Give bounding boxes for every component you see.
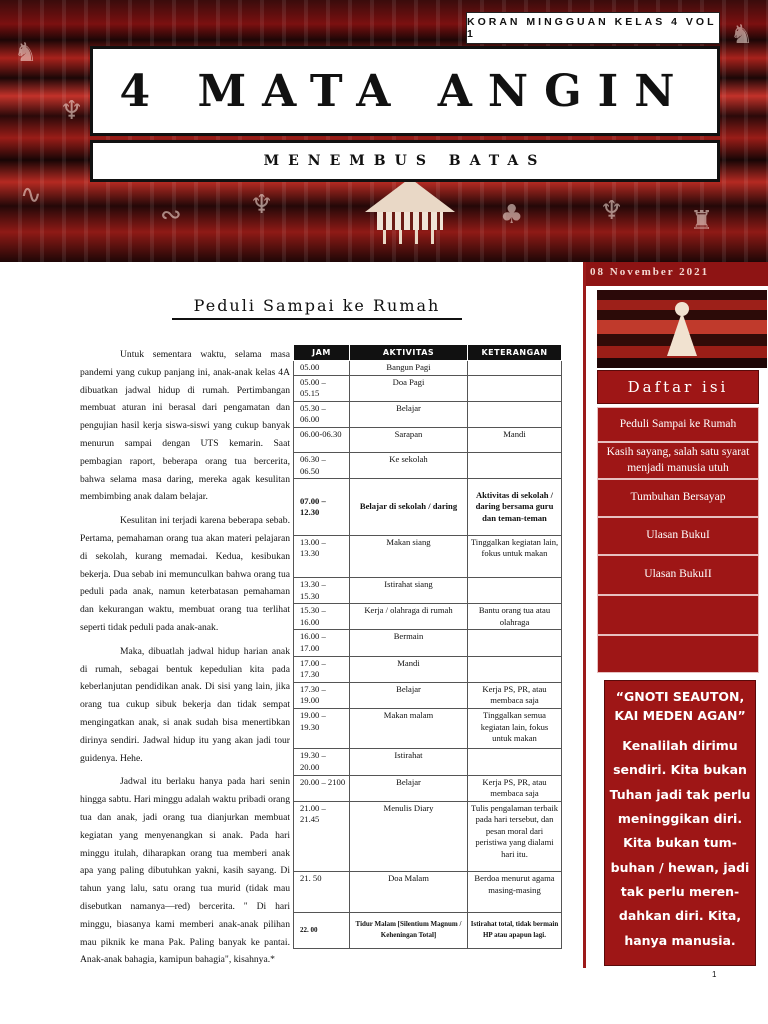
table-row bbox=[294, 749, 562, 775]
rooster-motif-icon: ♜ bbox=[690, 206, 714, 236]
schedule-note bbox=[468, 453, 562, 479]
schedule-note: Aktivitas di sekolah / daring bersama guru dan teman-teman bbox=[468, 479, 562, 535]
toc-item[interactable]: Peduli Sampai ke Rumah bbox=[597, 407, 759, 442]
horse-motif-icon: ♞ bbox=[730, 20, 754, 50]
schedule-activity: Bermain bbox=[350, 630, 468, 656]
figure-motif-icon: ♆ bbox=[60, 96, 84, 126]
toc-item[interactable]: Tumbuhan Bersayap bbox=[597, 479, 759, 517]
quote-title: “GNOTI SEAUTON, KAI MEDEN AGAN” bbox=[614, 689, 746, 724]
article-paragraph: Jadwal itu berlaku hanya pada hari senin hingga sabtu. Hari minggu adalah waktu pribadi orang tua dan anak, jadi orang tua dianjurkan membuat kegiatan yang menyenangkan si anak. Pada hari minggu itulah, diharapkan orang tua memberi anak apa yang paling dibutuhkan yakni, kasih sayang. Di tahun yang lalu, satu orang tua murid (tidak mau disebutkan namanya—red) bercerita. " Di hari minggu, biasanya kami memberi anak-anak pilihan mau piknik ke mana Pak. Paling banyak ke pantai. Anak-anak bahagia, kamipun bahagia", kisahnya.* bbox=[80, 776, 290, 966]
article-paragraph: Kesulitan ini terjadi karena beberapa sebab. Pertama, pemahaman orang tua akan materi pelajaran di sekolah, kurang memadai. Kedua, kesibukan bekerja. Dua sebab ini memunculkan bahwa orang tua peduli pada anak, namun keterbatasan pemahaman dan kekurangan waktu, membuat orang tua terlihat seperti tidak peduli pada anak-anak. bbox=[80, 515, 290, 633]
schedule-note bbox=[468, 361, 562, 376]
schedule-note bbox=[468, 578, 562, 604]
column-header: AKTIVITAS bbox=[350, 345, 468, 361]
schedule-activity: Istirahat bbox=[350, 749, 468, 775]
schedule-time: 22. 00 bbox=[294, 912, 350, 948]
toc-header: Daftar isi bbox=[597, 370, 759, 404]
schedule-note: Tulis pengalaman terbaik pada hari tersebut, dan pesan moral dari peristiwa yang dialami hari itu. bbox=[468, 801, 562, 872]
table-row bbox=[294, 801, 562, 872]
schedule-activity: Sarapan bbox=[350, 427, 468, 452]
table-header-row bbox=[294, 345, 562, 361]
sidebar-divider bbox=[583, 262, 586, 968]
table-row bbox=[294, 775, 562, 801]
quote-body: Kenalilah dirimu sendiri. Kita bukan Tuhan jadi tak perlu meninggikan diri. Kita bukan tum-buhan / hewan, jadi tak perlu meren-dahkan diri. Kita, hanya manusia. bbox=[609, 737, 751, 948]
schedule-time: 13.30 – 15.30 bbox=[294, 578, 350, 604]
schedule-time: 19.00 – 19.30 bbox=[294, 709, 350, 749]
toc-item[interactable]: Ulasan BukuII bbox=[597, 555, 759, 595]
toc-item bbox=[597, 595, 759, 635]
schedule-activity: Belajar bbox=[350, 775, 468, 801]
schedule-activity: Doa Malam bbox=[350, 872, 468, 912]
masthead-banner bbox=[0, 0, 768, 262]
schedule-activity: Ke sekolah bbox=[350, 453, 468, 479]
schedule-note: Bantu orang tua atau olahraga bbox=[468, 604, 562, 630]
table-row bbox=[294, 604, 562, 630]
schedule-note: Tinggalkan semua kegiatan lain, fokus untuk makan bbox=[468, 709, 562, 749]
schedule-note: Berdoa menurut agama masing-masing bbox=[468, 872, 562, 912]
schedule-time: 13.00 – 13.30 bbox=[294, 535, 350, 577]
schedule-activity: Tidur Malam [Silentium Magnum / Keheningan Total] bbox=[350, 912, 468, 948]
schedule-activity: Kerja / olahraga di rumah bbox=[350, 604, 468, 630]
schedule-note bbox=[468, 630, 562, 656]
schedule-note bbox=[468, 656, 562, 682]
column-header: JAM bbox=[294, 345, 350, 361]
schedule-time: 17.00 – 17.30 bbox=[294, 656, 350, 682]
schedule-note: Mandi bbox=[468, 427, 562, 452]
schedule-time: 05.30 – 06.00 bbox=[294, 401, 350, 427]
table-row bbox=[294, 401, 562, 427]
table-row bbox=[294, 872, 562, 912]
schedule-activity: Mandi bbox=[350, 656, 468, 682]
table-row bbox=[294, 479, 562, 535]
schedule-note bbox=[468, 749, 562, 775]
horse-motif-icon: ♞ bbox=[14, 38, 38, 68]
schedule-activity: Makan siang bbox=[350, 535, 468, 577]
dragon-motif-icon: ∾ bbox=[160, 200, 182, 230]
traditional-house-icon bbox=[365, 178, 455, 244]
figure-motif-icon: ♆ bbox=[250, 190, 274, 220]
schedule-activity: Belajar bbox=[350, 401, 468, 427]
textile-image bbox=[597, 290, 767, 368]
issue-label: KORAN MINGGUAN KELAS 4 VOL 1 bbox=[466, 12, 720, 44]
table-row bbox=[294, 656, 562, 682]
table-row bbox=[294, 682, 562, 708]
schedule-note: Kerja PS, PR, atau membaca saja bbox=[468, 682, 562, 708]
schedule-time: 21. 50 bbox=[294, 872, 350, 912]
bird-motif-icon: ♣ bbox=[500, 200, 524, 230]
daily-schedule-table bbox=[293, 344, 562, 949]
article-body bbox=[80, 346, 290, 975]
table-row bbox=[294, 630, 562, 656]
quote-box bbox=[604, 680, 756, 966]
schedule-note bbox=[468, 375, 562, 401]
table-row bbox=[294, 912, 562, 948]
table-row bbox=[294, 578, 562, 604]
table-row bbox=[294, 427, 562, 452]
toc-item[interactable]: Ulasan BukuI bbox=[597, 517, 759, 555]
toc-item[interactable]: Kasih sayang, salah satu syarat menjadi manusia utuh bbox=[597, 442, 759, 479]
figure-motif-icon: ♆ bbox=[600, 196, 624, 226]
article-title: Peduli Sampai ke Rumah bbox=[172, 296, 462, 320]
schedule-time: 17.30 – 19.00 bbox=[294, 682, 350, 708]
schedule-activity: Makan malam bbox=[350, 709, 468, 749]
schedule-time: 06.30 – 06.50 bbox=[294, 453, 350, 479]
article-paragraph: Untuk sementara waktu, selama masa pandemi yang cukup panjang ini, anak-anak kelas 4A dibuatkan jadwal hidup di rumah. Pertimbangan membuat aturan ini berasal dari pengamatan dan pengujian hasil kerja siswa-siswi yang cukup banyak menurun sampai dengan UTS kemarin. Saat pembagian raport, beberapa orang tua bercerita, bahwa selama masa daring, mereka agak kesulitan membimbing anak dalam belajar. bbox=[80, 349, 290, 503]
schedule-time: 07.00 – 12.30 bbox=[294, 479, 350, 535]
article-paragraph: Maka, dibuatlah jadwal hidup harian anak di rumah, sebagai bentuk kepedulian kita pada keberlanjutan pendidikan anak. Di sisi yang lain, jika orang tua cukup sibuk bekerja dan tidak sempat mengingatkan anak, si anak sudah bisa menertibkan dirinya sendiri. Jadwal hidup itu yang akan jadi tour guidenya. Hehe. bbox=[80, 645, 290, 764]
schedule-time: 21.00 – 21.45 bbox=[294, 801, 350, 872]
schedule-note: Tinggalkan kegiatan lain, fokus untuk makan bbox=[468, 535, 562, 577]
schedule-note bbox=[468, 401, 562, 427]
table-of-contents bbox=[597, 407, 759, 673]
table-row bbox=[294, 535, 562, 577]
toc-item bbox=[597, 635, 759, 673]
schedule-activity: Bangun Pagi bbox=[350, 361, 468, 376]
schedule-activity: Belajar bbox=[350, 682, 468, 708]
dragon-motif-icon: ∿ bbox=[20, 180, 42, 210]
table-row bbox=[294, 709, 562, 749]
schedule-time: 06.00-06.30 bbox=[294, 427, 350, 452]
table-row bbox=[294, 361, 562, 376]
page-number: 1 bbox=[712, 970, 717, 979]
schedule-note: Kerja PS, PR, atau membaca saja bbox=[468, 775, 562, 801]
issue-date: 08 November 2021 bbox=[586, 262, 768, 286]
column-header: KETERANGAN bbox=[468, 345, 562, 361]
newspaper-subtitle: MENEMBUS BATAS bbox=[90, 140, 720, 182]
table-row bbox=[294, 453, 562, 479]
newspaper-title: 4 MATA ANGIN bbox=[90, 46, 720, 136]
schedule-note: Istirahat total, tidak bermain HP atau apapun lagi. bbox=[468, 912, 562, 948]
schedule-time: 19.30 – 20.00 bbox=[294, 749, 350, 775]
table-row bbox=[294, 375, 562, 401]
schedule-time: 05.00 bbox=[294, 361, 350, 376]
schedule-activity: Belajar di sekolah / daring bbox=[350, 479, 468, 535]
schedule-time: 20.00 – 2100 bbox=[294, 775, 350, 801]
schedule-time: 15.30 – 16.00 bbox=[294, 604, 350, 630]
schedule-time: 16.00 – 17.00 bbox=[294, 630, 350, 656]
schedule-time: 05.00 – 05.15 bbox=[294, 375, 350, 401]
schedule-activity: Istirahat siang bbox=[350, 578, 468, 604]
schedule-activity: Doa Pagi bbox=[350, 375, 468, 401]
schedule-activity: Menulis Diary bbox=[350, 801, 468, 872]
